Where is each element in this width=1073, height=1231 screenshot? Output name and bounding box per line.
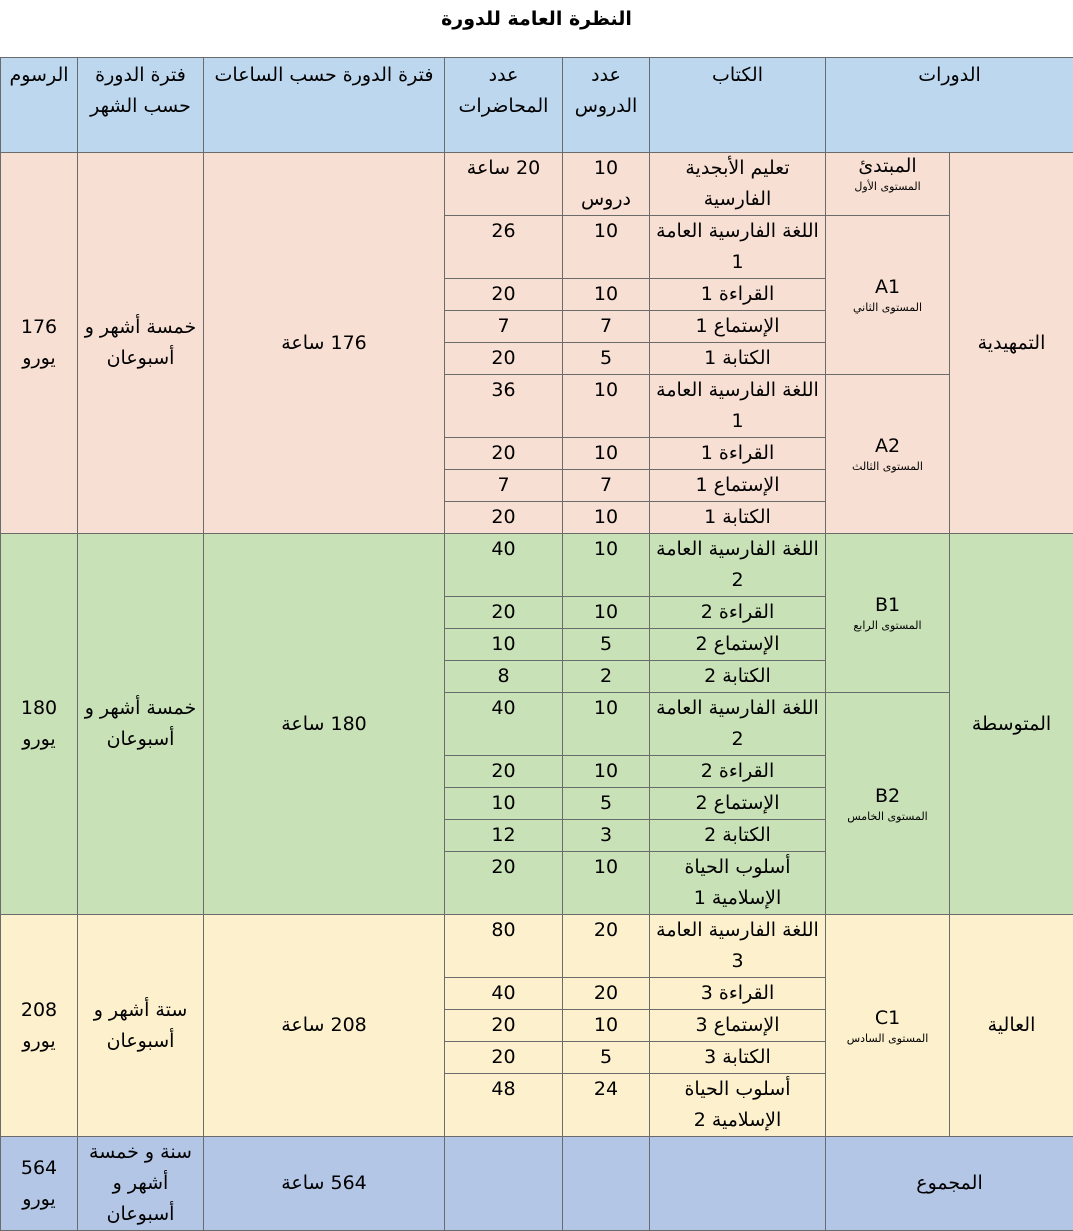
level-cell xyxy=(826,216,950,375)
course-overview-table xyxy=(0,57,1073,1231)
lessons-cell: 5 xyxy=(563,343,650,375)
book-cell: القراءة 3 xyxy=(650,978,826,1010)
lectures-cell: 10 xyxy=(445,788,563,820)
lectures-cell: 20 xyxy=(445,756,563,788)
lectures-cell: 10 xyxy=(445,629,563,661)
book-cell: الكتابة 1 xyxy=(650,343,826,375)
fee-cell: 208 يورو xyxy=(1,915,78,1137)
months-duration-cell: خمسة أشهر و أسبوعان xyxy=(78,534,204,915)
level-code: A1 xyxy=(832,274,943,300)
header-courses: الدورات xyxy=(826,58,1073,153)
hours-duration-cell: 208 ساعة xyxy=(204,915,445,1137)
book-cell: القراءة 1 xyxy=(650,279,826,311)
lessons-cell: 24 xyxy=(563,1074,650,1137)
lessons-cell: 20 xyxy=(563,978,650,1010)
lessons-cell: 7 xyxy=(563,311,650,343)
lessons-cell: 3 xyxy=(563,820,650,852)
lessons-cell: 10 xyxy=(563,375,650,438)
total-lectures-empty xyxy=(445,1137,563,1231)
level-code: B2 xyxy=(832,783,943,809)
header-book: الكتاب xyxy=(650,58,826,153)
lessons-cell: 10 xyxy=(563,534,650,597)
fee-cell: 176 يورو xyxy=(1,153,78,534)
book-cell: الإستماع 2 xyxy=(650,788,826,820)
level-cell xyxy=(826,693,950,915)
header-months-duration: فترة الدورة حسب الشهر xyxy=(78,58,204,153)
lectures-cell: 12 xyxy=(445,820,563,852)
lessons-cell: 10 xyxy=(563,756,650,788)
months-duration-cell: ستة أشهر و أسبوعان xyxy=(78,915,204,1137)
lessons-cell: 10 xyxy=(563,279,650,311)
book-cell: أسلوب الحياة الإسلامية 2 xyxy=(650,1074,826,1137)
header-fees: الرسوم xyxy=(1,58,78,153)
hours-duration-cell: 180 ساعة xyxy=(204,534,445,915)
total-book-empty xyxy=(650,1137,826,1231)
lectures-cell: 20 xyxy=(445,1042,563,1074)
course-section-name: التمهيدية xyxy=(950,153,1073,534)
table-row xyxy=(1,915,1073,978)
lectures-cell: 26 xyxy=(445,216,563,279)
book-cell: القراءة 2 xyxy=(650,597,826,629)
book-cell: القراءة 2 xyxy=(650,756,826,788)
lessons-cell: 10 xyxy=(563,502,650,534)
book-cell: الكتابة 3 xyxy=(650,1042,826,1074)
lectures-cell: 20 xyxy=(445,852,563,915)
book-cell: الكتابة 1 xyxy=(650,502,826,534)
lectures-cell: 20 xyxy=(445,502,563,534)
lessons-cell: 10 دروس xyxy=(563,153,650,216)
book-cell: اللغة الفارسية العامة 2 xyxy=(650,534,826,597)
book-cell: اللغة الفارسية العامة 1 xyxy=(650,375,826,438)
lessons-cell: 2 xyxy=(563,661,650,693)
table-row xyxy=(1,153,1073,216)
fee-cell: 180 يورو xyxy=(1,534,78,915)
book-cell: اللغة الفارسية العامة 2 xyxy=(650,693,826,756)
lectures-cell: 40 xyxy=(445,534,563,597)
level-code: C1 xyxy=(832,1005,943,1031)
lessons-cell: 7 xyxy=(563,470,650,502)
level-label: المستوى السادس xyxy=(832,1031,943,1047)
level-cell xyxy=(826,534,950,693)
level-label: المستوى الخامس xyxy=(832,809,943,825)
book-cell: الكتابة 2 xyxy=(650,820,826,852)
lectures-cell: 36 xyxy=(445,375,563,438)
book-cell: الإستماع 2 xyxy=(650,629,826,661)
book-cell: اللغة الفارسية العامة 3 xyxy=(650,915,826,978)
level-label: المستوى الأول xyxy=(832,179,943,195)
lessons-cell: 10 xyxy=(563,693,650,756)
total-label: المجموع xyxy=(826,1137,1073,1231)
level-label: المستوى الثالث xyxy=(832,459,943,475)
hours-duration-cell: 176 ساعة xyxy=(204,153,445,534)
lectures-cell: 40 xyxy=(445,978,563,1010)
lectures-cell: 20 xyxy=(445,279,563,311)
lessons-cell: 10 xyxy=(563,1010,650,1042)
lessons-cell: 10 xyxy=(563,438,650,470)
header-lectures: عدد المحاضرات xyxy=(445,58,563,153)
header-lessons: عدد الدروس xyxy=(563,58,650,153)
book-cell: القراءة 1 xyxy=(650,438,826,470)
lectures-cell: 7 xyxy=(445,470,563,502)
level-cell xyxy=(826,375,950,534)
lectures-cell: 8 xyxy=(445,661,563,693)
total-hours: 564 ساعة xyxy=(204,1137,445,1231)
level-code: B1 xyxy=(832,592,943,618)
level-label: المستوى الثاني xyxy=(832,300,943,316)
total-months: سنة و خمسة أشهر و أسبوعان xyxy=(78,1137,204,1231)
lectures-cell: 20 xyxy=(445,597,563,629)
level-code: A2 xyxy=(832,433,943,459)
level-code: المبتدئ xyxy=(832,153,943,179)
header-row xyxy=(1,58,1073,153)
book-cell: أسلوب الحياة الإسلامية 1 xyxy=(650,852,826,915)
course-section-name: العالية xyxy=(950,915,1073,1137)
lessons-cell: 10 xyxy=(563,852,650,915)
lessons-cell: 10 xyxy=(563,216,650,279)
total-row xyxy=(1,1137,1073,1231)
lectures-cell: 20 xyxy=(445,1010,563,1042)
book-cell: الكتابة 2 xyxy=(650,661,826,693)
lectures-cell: 40 xyxy=(445,693,563,756)
lectures-cell: 20 xyxy=(445,438,563,470)
lectures-cell: 80 xyxy=(445,915,563,978)
lectures-cell: 7 xyxy=(445,311,563,343)
total-lessons-empty xyxy=(563,1137,650,1231)
total-fee: 564 يورو xyxy=(1,1137,78,1231)
page-title: النظرة العامة للدورة xyxy=(0,8,1073,30)
lessons-cell: 20 xyxy=(563,915,650,978)
book-cell: اللغة الفارسية العامة 1 xyxy=(650,216,826,279)
lessons-cell: 10 xyxy=(563,597,650,629)
months-duration-cell: خمسة أشهر و أسبوعان xyxy=(78,153,204,534)
book-cell: تعليم الأبجدية الفارسية xyxy=(650,153,826,216)
table-body xyxy=(1,153,1073,1231)
book-cell: الإستماع 3 xyxy=(650,1010,826,1042)
header-hours-duration: فترة الدورة حسب الساعات xyxy=(204,58,445,153)
table-row xyxy=(1,534,1073,597)
course-section-name: المتوسطة xyxy=(950,534,1073,915)
book-cell: الإستماع 1 xyxy=(650,470,826,502)
level-label: المستوى الرابع xyxy=(832,618,943,634)
lectures-cell: 20 xyxy=(445,343,563,375)
lessons-cell: 5 xyxy=(563,1042,650,1074)
lessons-cell: 5 xyxy=(563,788,650,820)
lectures-cell: 20 ساعة xyxy=(445,153,563,216)
level-cell xyxy=(826,153,950,216)
book-cell: الإستماع 1 xyxy=(650,311,826,343)
level-cell xyxy=(826,915,950,1137)
lectures-cell: 48 xyxy=(445,1074,563,1137)
lessons-cell: 5 xyxy=(563,629,650,661)
